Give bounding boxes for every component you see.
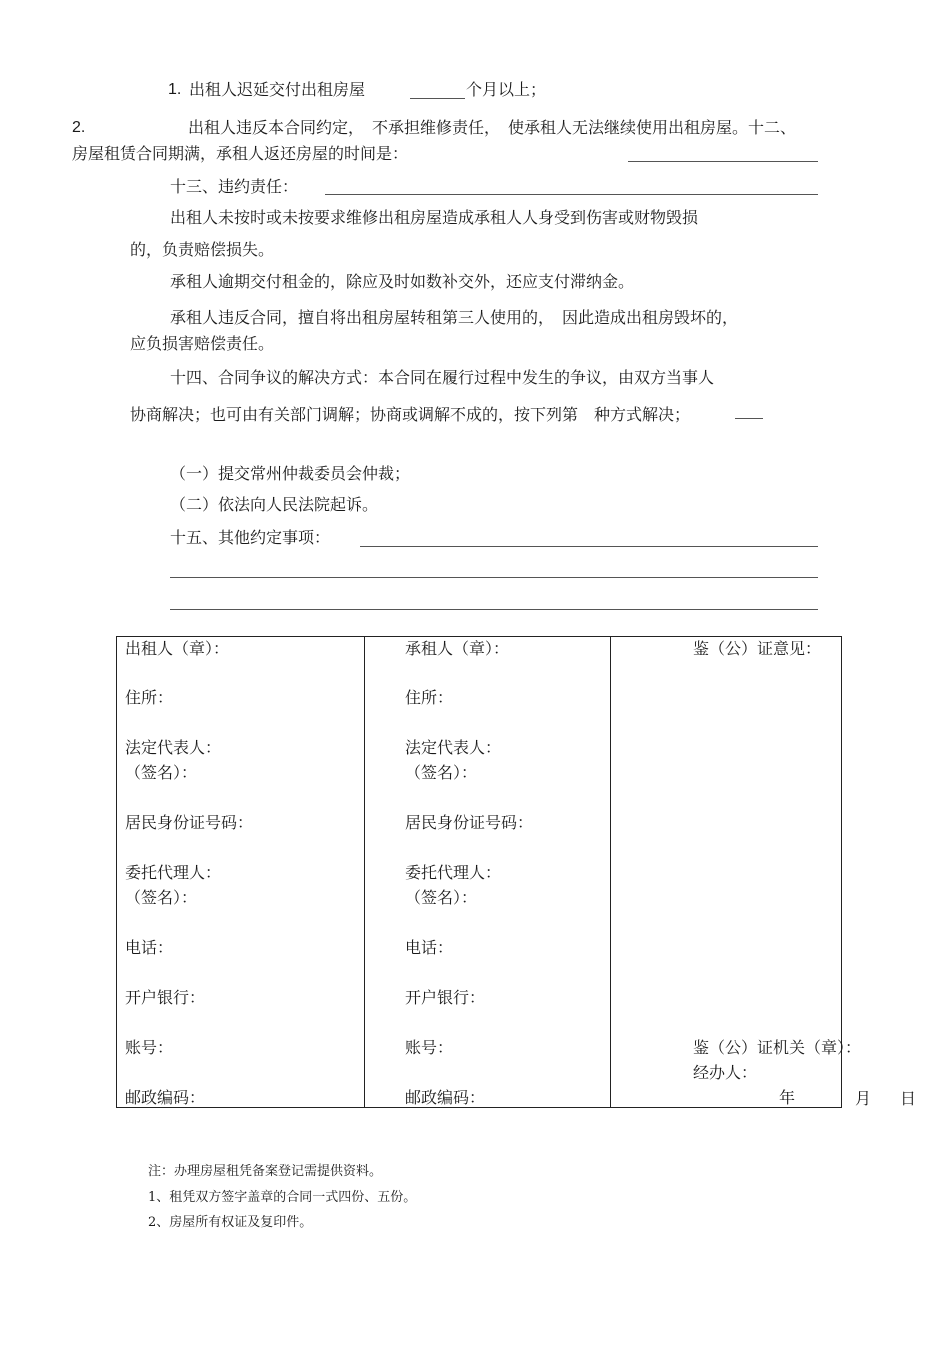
notary-opinion-label: 鉴（公）证意见： (693, 639, 822, 658)
lessee-address-label: 住所： (405, 688, 454, 707)
lessor-phone-label: 电话： (125, 938, 174, 957)
lessee-account-label: 账号： (405, 1038, 454, 1057)
lessor-account-label: 账号： (125, 1038, 174, 1057)
table-divider-2 (610, 637, 611, 1107)
lessor-legal-rep-label: 法定代表人： (125, 738, 222, 757)
table-divider-1 (364, 637, 365, 1107)
clause-13-para3-line1: 承租人违反合同，擅自将出租房屋转租第三人使用的， 因此造成出租房毁坏的， (170, 308, 739, 327)
lessee-signature-label-2: （签名）： (405, 888, 478, 907)
lessor-postcode-label: 邮政编码： (125, 1088, 206, 1107)
clause-1-suffix: 个月以上； (466, 80, 547, 99)
lessee-postcode-label: 邮政编码： (405, 1088, 486, 1107)
lessor-address-label: 住所： (125, 688, 174, 707)
clause-1-text: 出租人迟延交付出租房屋 (189, 80, 366, 99)
notary-year-label: 年 (779, 1088, 796, 1107)
clause-12-text: 房屋租赁合同期满，承租人返还房屋的时间是： (72, 144, 409, 163)
clause-1-blank-line (410, 98, 465, 99)
lessee-phone-label: 电话： (405, 938, 454, 957)
notes-title: 注：办理房屋租凭备案登记需提供资料。 (148, 1164, 383, 1179)
clause-2-number: 2. (72, 119, 86, 136)
signature-table (116, 636, 862, 1108)
clause-13-blank-line (325, 194, 818, 195)
clause-12-blank-line (628, 161, 818, 162)
lessee-seal-label: 承租人（章）： (405, 639, 510, 658)
clause-2-text: 出租人违反本合同约定， 不承担维修责任， 使承租人无法继续使用出租房屋。十二、 (188, 118, 797, 137)
clause-15-blank-line-1 (360, 546, 818, 547)
notes-item-1: 1、租凭双方签字盖章的合同一式四份、五份。 (148, 1190, 417, 1205)
lessor-agent-label: 委托代理人： (125, 863, 222, 882)
lessee-bank-label: 开户银行： (405, 988, 486, 1007)
clause-15-blank-line-2 (170, 577, 818, 578)
clause-13-para2: 承租人逾期交付租金的，除应及时如数补交外，还应支付滞纳金。 (170, 272, 635, 291)
clause-15-title: 十五、其他约定事项： (170, 528, 331, 547)
clause-13-para3-line2: 应负损害赔偿责任。 (130, 334, 275, 353)
dispute-option-1: （一）提交常州仲裁委员会仲裁； (170, 464, 411, 483)
dispute-option-2: （二）依法向人民法院起诉。 (170, 495, 379, 514)
notary-month-label: 月 (855, 1089, 872, 1108)
lessor-signature-label-2: （签名）： (125, 888, 198, 907)
clause-13-para1-line2: 的，负责赔偿损失。 (130, 240, 275, 259)
lessor-signature-label-1: （签名）： (125, 763, 198, 782)
clause-14-line1: 十四、合同争议的解决方式：本合同在履行过程中发生的争议，由双方当事人 (170, 368, 715, 387)
lessor-bank-label: 开户银行： (125, 988, 206, 1007)
lessor-seal-label: 出租人（章）： (125, 639, 230, 658)
notary-handler-label: 经办人： (693, 1063, 758, 1082)
notary-day-label: 日 (900, 1089, 917, 1108)
lessee-signature-label-1: （签名）： (405, 763, 478, 782)
lessee-agent-label: 委托代理人： (405, 863, 502, 882)
lessee-id-number-label: 居民身份证号码： (405, 813, 534, 832)
clause-15-blank-line-3 (170, 609, 818, 610)
notes-item-2: 2、房屋所有权证及复印件。 (148, 1215, 313, 1230)
lessee-legal-rep-label: 法定代表人： (405, 738, 502, 757)
lessor-id-number-label: 居民身份证号码： (125, 813, 254, 832)
clause-1-number: 1. (168, 81, 182, 98)
clause-13-para1-line1: 出租人未按时或未按要求维修出租房屋造成承租人人身受到伤害或财物毁损 (170, 208, 699, 227)
clause-14-line2: 协商解决；也可由有关部门调解；协商或调解不成的，按下列第 种方式解决； (130, 405, 691, 424)
clause-14-blank-line (735, 418, 763, 419)
clause-13-title: 十三、违约责任： (170, 177, 299, 196)
notary-authority-label: 鉴（公）证机关（章）： (693, 1038, 862, 1057)
